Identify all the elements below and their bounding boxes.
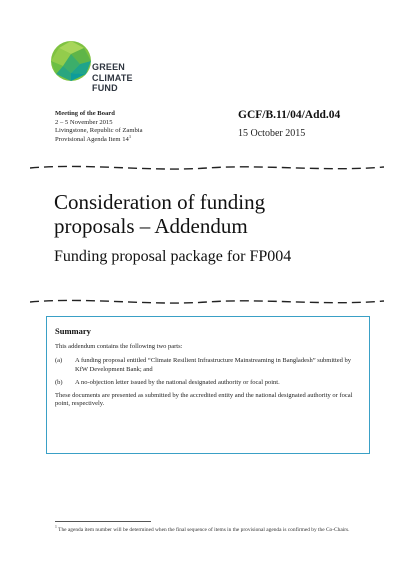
summary-item: [55, 379, 361, 387]
meeting-info: [55, 110, 143, 144]
footnote-ref[interactable]: 1: [128, 133, 132, 139]
meeting-title: Meeting of the Board: [55, 110, 115, 117]
logo-wordmark: [92, 62, 133, 94]
title-line: Consideration of funding: [54, 190, 266, 214]
meeting-location: Livingstone, Republic of Zambia: [55, 127, 143, 135]
meeting-dates: 2 – 5 November 2015: [55, 118, 113, 126]
green-climate-fund-globe-icon: [50, 40, 92, 82]
agenda-text: Provisional Agenda Item 14: [55, 135, 129, 143]
logo-line: GREEN: [92, 62, 126, 72]
footnote-rule: [55, 521, 151, 522]
footnote-text: The agenda item number will be determined when the final sequence of items in the provisional agenda is confirmed by the Co-Chairs.: [58, 527, 350, 533]
summary-closing: These documents are presented as submitted by the accredited entity and the national designated authority or focal point, respectively.: [55, 392, 353, 408]
document-number: GCF/B.11/04/Add.04: [238, 109, 341, 121]
item-text: A no-objection letter issued by the national designated authority or focal point.: [75, 378, 280, 386]
item-text: A funding proposal entitled “Climate Resilient Infrastructure Mainstreaming in Bangladesh” submitted by KfW Development Bank; and: [75, 357, 352, 373]
summary-item: [55, 357, 361, 374]
page-subtitle: Funding proposal package for FP004: [54, 248, 292, 265]
logo-line: CLIMATE: [92, 72, 133, 83]
title-line: proposals – Addendum: [54, 214, 248, 238]
summary-heading: Summary: [55, 326, 91, 336]
decorative-dashed-divider: [30, 160, 384, 176]
summary-box: [46, 316, 370, 454]
footnote-mark: 1: [55, 525, 57, 530]
logo-line: FUND: [92, 83, 118, 93]
document-info: [238, 109, 340, 139]
footnote: [55, 527, 355, 534]
meeting-agenda: [55, 133, 143, 145]
item-label: (a): [55, 357, 63, 365]
decorative-dashed-divider: [30, 294, 384, 310]
document-date: 15 October 2015: [238, 128, 306, 139]
item-label: (b): [55, 378, 63, 386]
summary-intro: This addendum contains the following two parts:: [55, 343, 183, 350]
page-title: [54, 190, 265, 238]
